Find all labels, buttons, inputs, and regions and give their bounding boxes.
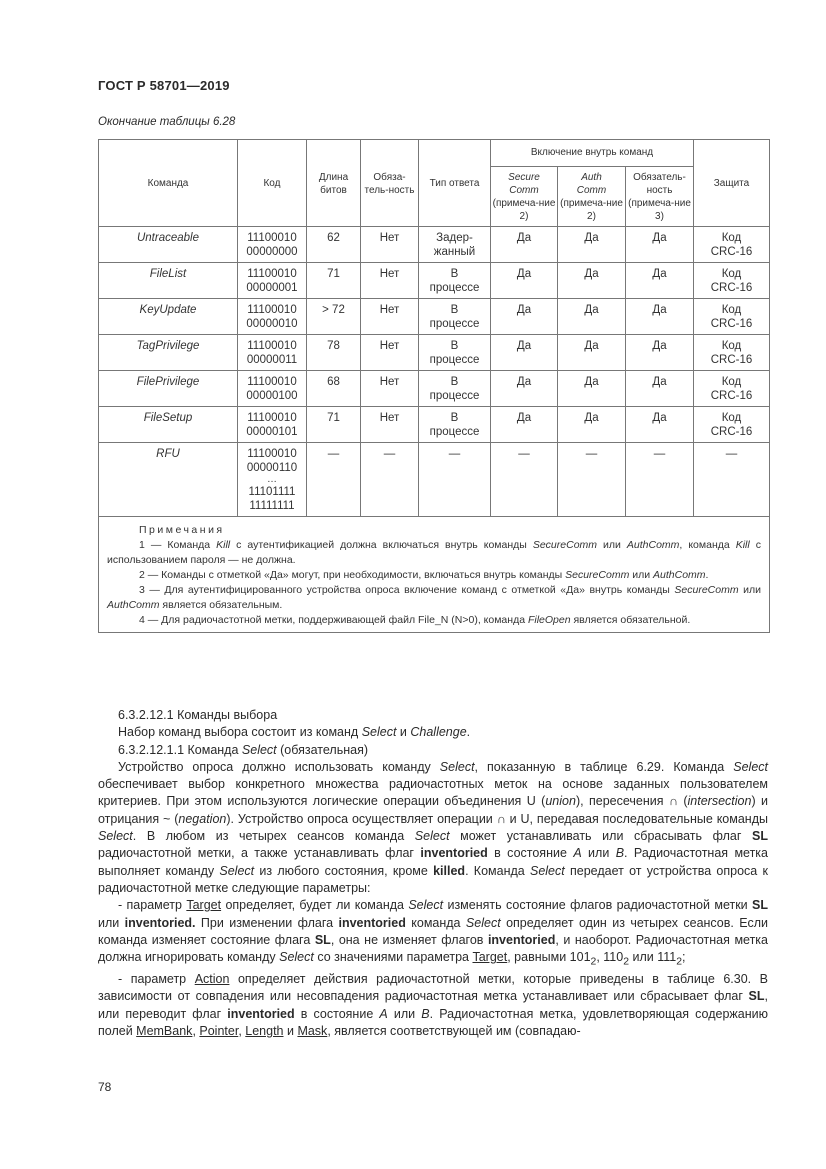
cell-protection bbox=[694, 263, 770, 299]
cell-protection bbox=[694, 371, 770, 407]
cell-reply-type-line: процессе bbox=[429, 426, 480, 438]
cell-code-line: 00000101 bbox=[246, 426, 298, 438]
cell-secure-comm bbox=[491, 263, 558, 299]
cell-length-line: 71 bbox=[327, 412, 340, 424]
header-auth-comm-line1: Auth bbox=[581, 172, 602, 183]
table-header-row-1 bbox=[99, 140, 770, 167]
cell-code bbox=[238, 371, 307, 407]
cell-required-line: Да bbox=[652, 412, 667, 424]
cell-protection bbox=[694, 407, 770, 443]
cell-auth-comm bbox=[558, 407, 626, 443]
cell-mandatory-line: Нет bbox=[379, 268, 400, 280]
cell-code bbox=[238, 335, 307, 371]
cell-protection-line: CRC-16 bbox=[710, 246, 753, 258]
table-row bbox=[99, 263, 770, 299]
cell-length bbox=[307, 371, 361, 407]
cell-protection-line: Код bbox=[721, 340, 742, 352]
rfu-dash: — bbox=[626, 443, 694, 517]
cell-required bbox=[626, 371, 694, 407]
cell-command bbox=[99, 335, 238, 371]
cell-reply-type-line: В bbox=[450, 304, 459, 316]
cell-mandatory bbox=[361, 227, 419, 263]
cell-length bbox=[307, 407, 361, 443]
cell-auth-comm bbox=[558, 335, 626, 371]
header-secure-comm-note: (примеча-ние 2) bbox=[492, 198, 556, 222]
cell-code bbox=[238, 263, 307, 299]
header-protection: Защита bbox=[694, 140, 770, 227]
cell-auth-comm bbox=[558, 299, 626, 335]
cell-required-line: Да bbox=[652, 304, 667, 316]
paragraph-action-parameter: - параметр Action определяет действия радиочастотной метки, которые приведены в таблице 6.30. В зависимости от совпадения или несовпадения радиочастотная метка устанавливает или сбрасывает флаг SL, или переводит флаг inventoried в состояние A или B. Радиочастотная метка, удовлетворяющая содержанию полей MemBank, Pointer, Length и Mask, является соответствующей им (совпадаю- bbox=[98, 971, 769, 1038]
cell-protection-line: Код bbox=[721, 232, 742, 244]
rfu-dash: — bbox=[694, 443, 770, 517]
cell-auth-comm bbox=[558, 263, 626, 299]
cell-code-line: 11100010 bbox=[247, 412, 297, 424]
cell-reply-type bbox=[419, 407, 491, 443]
table-row bbox=[99, 407, 770, 443]
cell-code-line: 00000000 bbox=[246, 246, 298, 258]
cell-mandatory-line: Нет bbox=[379, 412, 400, 424]
cell-length-line: 68 bbox=[327, 376, 340, 388]
header-code: Код bbox=[238, 140, 307, 227]
cell-auth-comm-line: Да bbox=[584, 376, 599, 388]
cell-mandatory bbox=[361, 407, 419, 443]
section-heading-6-3-2-12-1-1: 6.3.2.12.1.1 Команда Select (обязательная) bbox=[118, 742, 369, 757]
cell-code-line: 00000010 bbox=[246, 318, 298, 330]
cell-reply-type bbox=[419, 371, 491, 407]
cell-reply-type-line: В bbox=[450, 376, 459, 388]
cell-code-line: 00000100 bbox=[246, 390, 298, 402]
paragraph-select-description: Устройство опроса должно использовать команду Select, показанную в таблице 6.29. Команда Select обеспечивает выбор конкретного множества радиочастотных меток на основе заданных пользователем критериев. При этом используются логические операции объединения U (union), пересечения ∩ (intersection) и отрицания ~ (negation). Устройство опроса осуществляет операции ∩ и U, передавая последовательные команды Select. В любом из четырех сеансов команда Select может устанавливать или сбрасывать флаг SL радиочастотной метки, а также устанавливать флаг inventoried в состояние A или B. Радиочастотная метка выполняет команду Select из любого состояния, кроме killed. Команда Select передает от устройства опроса к радиочастотной метке следующие параметры: bbox=[98, 759, 769, 895]
cell-command bbox=[99, 263, 238, 299]
cell-protection-line: CRC-16 bbox=[710, 282, 753, 294]
cell-length-line: 78 bbox=[327, 340, 340, 352]
header-secure-comm-line2: Comm bbox=[509, 185, 539, 196]
cell-required bbox=[626, 299, 694, 335]
cell-length bbox=[307, 335, 361, 371]
cell-reply-type bbox=[419, 263, 491, 299]
cell-length-line: 62 bbox=[327, 232, 340, 244]
cell-command-line: FileList bbox=[149, 268, 187, 280]
cell-required bbox=[626, 227, 694, 263]
cell-command-line: FileSetup bbox=[143, 412, 193, 424]
table-row bbox=[99, 371, 770, 407]
cell-code-line: 11100010 bbox=[247, 268, 297, 280]
cell-required-line: Да bbox=[652, 232, 667, 244]
cell-reply-type-line: Задер- bbox=[436, 232, 473, 244]
cell-mandatory-line: Нет bbox=[379, 304, 400, 316]
cell-reply-type bbox=[419, 299, 491, 335]
cell-length-line: > 72 bbox=[322, 304, 345, 316]
rfu-code-line2: 00000110 bbox=[246, 462, 298, 474]
cell-code-line: 11100010 bbox=[247, 232, 297, 244]
header-required bbox=[626, 167, 694, 227]
table-row bbox=[99, 299, 770, 335]
cell-command bbox=[99, 371, 238, 407]
cell-auth-comm-line: Да bbox=[584, 340, 599, 352]
header-auth-comm-line2: Comm bbox=[576, 185, 607, 196]
cell-length bbox=[307, 263, 361, 299]
header-auth-comm-note: (примеча-ние 2) bbox=[560, 198, 623, 222]
cell-required-line: Да bbox=[652, 268, 667, 280]
cell-command-line: Untraceable bbox=[136, 232, 199, 244]
cell-mandatory bbox=[361, 263, 419, 299]
cell-command-line: FilePrivilege bbox=[136, 376, 200, 388]
table-notes-row bbox=[99, 517, 770, 633]
header-mandatory: Обяза-тель-ность bbox=[361, 140, 419, 227]
paragraph-selection-set: Набор команд выбора состоит из команд Select и Challenge. bbox=[118, 725, 471, 740]
rfu-dash: — bbox=[419, 443, 491, 517]
table-row bbox=[99, 227, 770, 263]
cell-command-rfu: RFU bbox=[99, 443, 238, 517]
table-notes bbox=[99, 517, 770, 633]
cell-reply-type-line: В bbox=[450, 412, 459, 424]
cell-reply-type bbox=[419, 335, 491, 371]
cell-required bbox=[626, 263, 694, 299]
cell-reply-type-line: процессе bbox=[429, 318, 480, 330]
header-secure-comm-line1: Secure bbox=[508, 172, 540, 183]
cell-secure-comm-line: Да bbox=[516, 268, 532, 280]
commands-table bbox=[98, 139, 770, 633]
header-required-line1: Обязатель-ность bbox=[633, 172, 686, 196]
cell-code-line: 11100010 bbox=[247, 340, 297, 352]
header-length: Длина битов bbox=[307, 140, 361, 227]
header-auth-comm bbox=[558, 167, 626, 227]
body-text bbox=[98, 707, 768, 1040]
cell-code bbox=[238, 407, 307, 443]
cell-protection-line: CRC-16 bbox=[710, 426, 753, 438]
cell-protection bbox=[694, 335, 770, 371]
cell-protection-line: CRC-16 bbox=[710, 318, 753, 330]
cell-code-line: 00000001 bbox=[246, 282, 298, 294]
cell-auth-comm-line: Да bbox=[584, 412, 599, 424]
cell-mandatory bbox=[361, 335, 419, 371]
page-number: 78 bbox=[98, 1080, 112, 1094]
cell-reply-type-line: В bbox=[450, 340, 459, 352]
cell-secure-comm bbox=[491, 407, 558, 443]
cell-command-line: TagPrivilege bbox=[136, 340, 200, 352]
document-header: ГОСТ Р 58701—2019 bbox=[98, 78, 230, 93]
cell-secure-comm bbox=[491, 299, 558, 335]
cell-required bbox=[626, 407, 694, 443]
table-body bbox=[99, 227, 770, 443]
cell-protection-line: Код bbox=[721, 304, 742, 316]
cell-protection-line: CRC-16 bbox=[710, 354, 753, 366]
rfu-dash: — bbox=[307, 443, 361, 517]
cell-reply-type-line: процессе bbox=[429, 390, 480, 402]
cell-secure-comm-line: Да bbox=[516, 304, 532, 316]
cell-command-line: KeyUpdate bbox=[139, 304, 197, 316]
cell-auth-comm bbox=[558, 227, 626, 263]
cell-length bbox=[307, 227, 361, 263]
notes-title: Примечания bbox=[139, 524, 225, 536]
rfu-code-ellipsis: … bbox=[267, 474, 277, 485]
cell-mandatory-line: Нет bbox=[379, 340, 400, 352]
cell-required-line: Да bbox=[652, 340, 667, 352]
cell-reply-type-line: процессе bbox=[429, 282, 480, 294]
cell-mandatory-line: Нет bbox=[379, 376, 400, 388]
cell-secure-comm-line: Да bbox=[516, 412, 532, 424]
rfu-dash: — bbox=[491, 443, 558, 517]
rfu-dash: — bbox=[361, 443, 419, 517]
rfu-dash: — bbox=[558, 443, 626, 517]
cell-protection-line: Код bbox=[721, 376, 742, 388]
header-secure-comm bbox=[491, 167, 558, 227]
cell-reply-type-line: процессе bbox=[429, 354, 480, 366]
cell-auth-comm-line: Да bbox=[584, 304, 599, 316]
cell-protection-line: Код bbox=[721, 268, 742, 280]
cell-protection bbox=[694, 299, 770, 335]
cell-required bbox=[626, 335, 694, 371]
header-inclusion-group: Включение внутрь команд bbox=[491, 140, 694, 167]
cell-reply-type-line: жанный bbox=[433, 246, 476, 258]
table-row bbox=[99, 335, 770, 371]
cell-secure-comm-line: Да bbox=[516, 376, 532, 388]
cell-code-line: 00000011 bbox=[246, 354, 298, 366]
cell-protection bbox=[694, 227, 770, 263]
header-reply-type: Тип ответа bbox=[419, 140, 491, 227]
cell-secure-comm bbox=[491, 335, 558, 371]
note-3: 3 — Для аутентифицированного устройства опроса включение команд с отметкой «Да» внутрь команды SecureComm или AuthComm является обязательным. bbox=[107, 584, 761, 611]
cell-required-line: Да bbox=[652, 376, 667, 388]
rfu-code-line5: 11111111 bbox=[249, 500, 295, 512]
header-command: Команда bbox=[99, 140, 238, 227]
section-heading-6-3-2-12-1: 6.3.2.12.1 Команды выбора bbox=[118, 708, 278, 722]
paragraph-target-parameter: - параметр Target определяет, будет ли команда Select изменять состояние флагов радиочастотной метки SL или inventoried. При изменении флага inventoried команда Select определяет один из четырех сеансов. Если команда изменяет состояние флага SL, она не изменяет флагов inventoried, и наоборот. Радиочастотная метка должна игнорировать команду Select со значениями параметра Target, равными $101_2$, $110_2$ или $111_2$; bbox=[98, 898, 769, 968]
cell-mandatory bbox=[361, 299, 419, 335]
cell-secure-comm-line: Да bbox=[516, 340, 532, 352]
rfu-code-line1: 11100010 bbox=[247, 448, 297, 460]
cell-mandatory-line: Нет bbox=[379, 232, 400, 244]
cell-auth-comm-line: Да bbox=[584, 232, 599, 244]
cell-code-rfu bbox=[238, 443, 307, 517]
cell-secure-comm bbox=[491, 371, 558, 407]
cell-secure-comm bbox=[491, 227, 558, 263]
cell-protection-line: Код bbox=[721, 412, 742, 424]
cell-length bbox=[307, 299, 361, 335]
cell-code-line: 11100010 bbox=[247, 376, 297, 388]
cell-length-line: 71 bbox=[327, 268, 340, 280]
cell-code-line: 11100010 bbox=[247, 304, 297, 316]
cell-command bbox=[99, 299, 238, 335]
cell-auth-comm-line: Да bbox=[584, 268, 599, 280]
rfu-code-line4: 11101111 bbox=[248, 486, 296, 498]
cell-command bbox=[99, 407, 238, 443]
note-2: 2 — Команды с отметкой «Да» могут, при необходимости, включаться внутрь команды SecureComm или AuthComm. bbox=[139, 569, 709, 581]
cell-protection-line: CRC-16 bbox=[710, 390, 753, 402]
cell-mandatory bbox=[361, 371, 419, 407]
table-row-rfu bbox=[99, 443, 770, 517]
cell-command bbox=[99, 227, 238, 263]
cell-reply-type bbox=[419, 227, 491, 263]
cell-code bbox=[238, 227, 307, 263]
cell-secure-comm-line: Да bbox=[516, 232, 532, 244]
cell-auth-comm bbox=[558, 371, 626, 407]
table-caption: Окончание таблицы 6.28 bbox=[98, 116, 236, 128]
note-4: 4 — Для радиочастотной метки, поддерживающей файл File_N (N>0), команда FileOpen является обязательной. bbox=[139, 614, 691, 626]
header-required-note: (примеча-ние 3) bbox=[628, 198, 691, 222]
note-1: 1 — Команда Kill с аутентификацией должна включаться внутрь команды SecureComm или AuthComm, команда Kill с использованием пароля — не должна. bbox=[107, 539, 761, 566]
cell-reply-type-line: В bbox=[450, 268, 459, 280]
cell-code bbox=[238, 299, 307, 335]
